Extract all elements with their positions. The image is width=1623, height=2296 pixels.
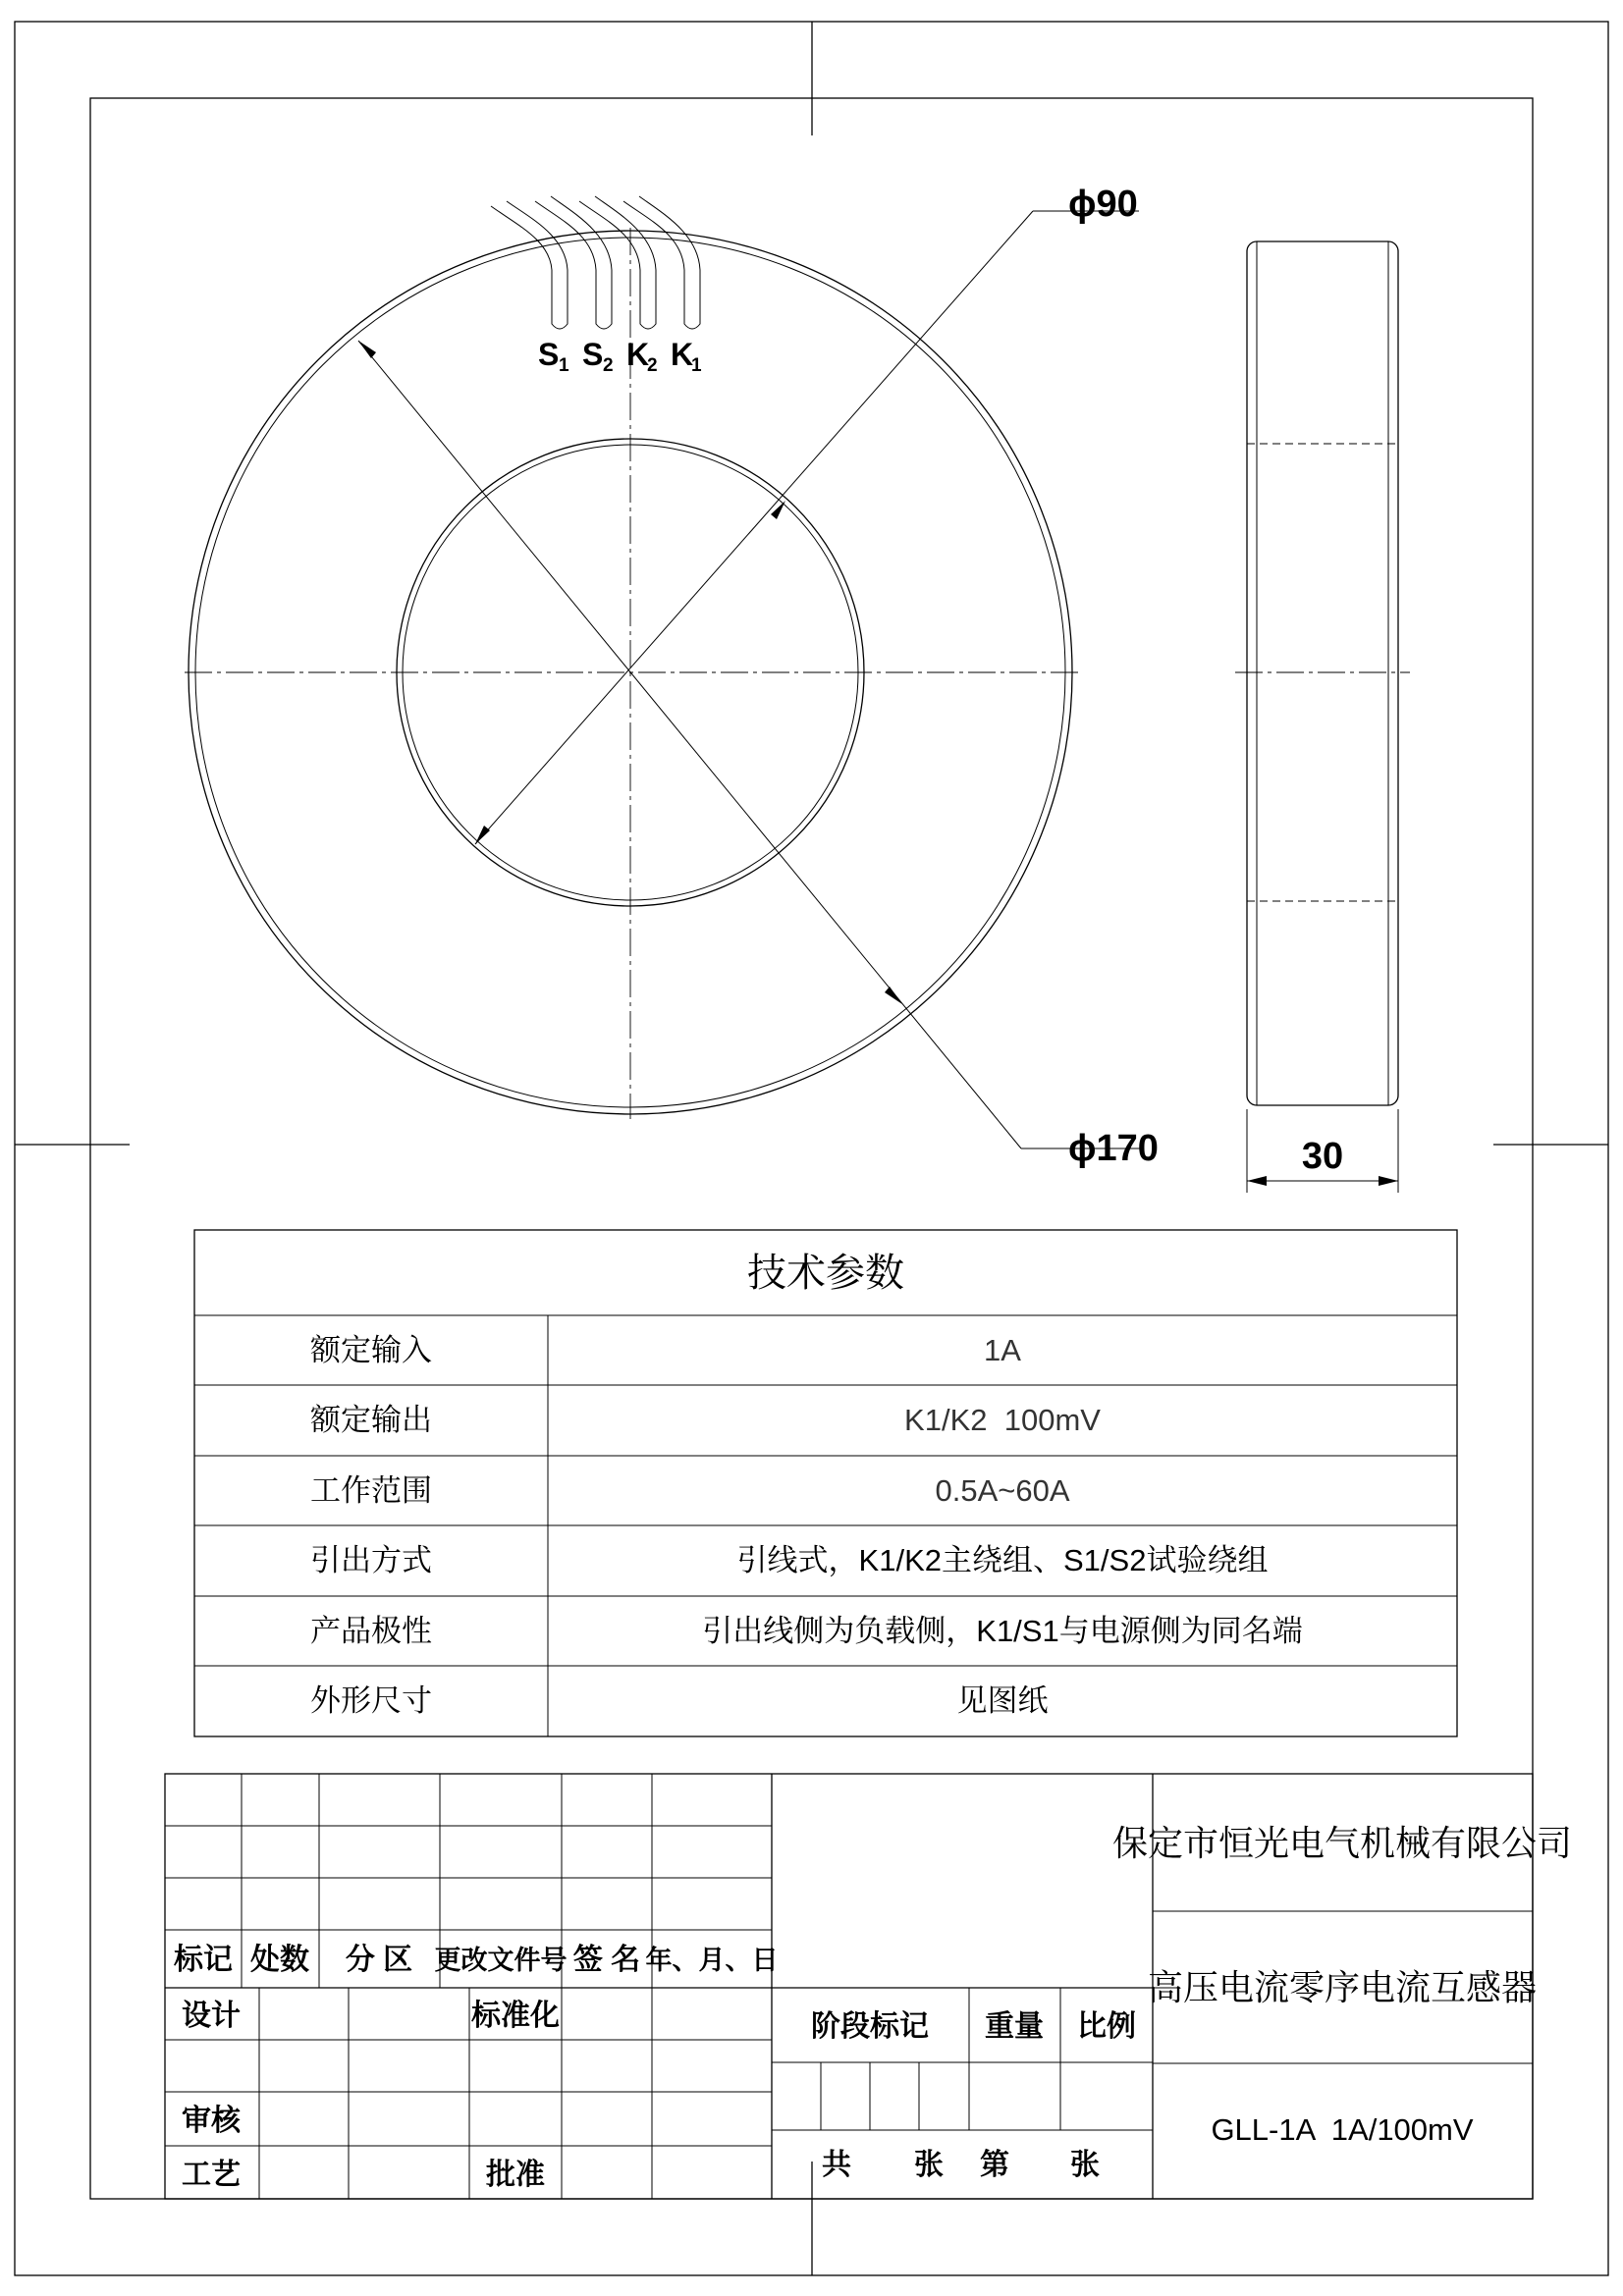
- lead-label-s2: [582, 337, 614, 376]
- sheets-label: 张: [914, 2149, 944, 2181]
- svg-text:S: S: [582, 337, 604, 372]
- svg-text:1: 1: [691, 355, 702, 376]
- outer-diameter-label: ϕ170: [1068, 1128, 1159, 1169]
- lead-wires: [491, 196, 700, 329]
- tech-params-title: 技术参数: [747, 1252, 904, 1295]
- param-value-polarity: 引出线侧为负载侧，K1/S1与电源侧为同名端: [702, 1614, 1303, 1648]
- weight-label: 重量: [985, 2010, 1044, 2043]
- rev-header-signature: 签 名: [572, 1944, 641, 1976]
- svg-text:2: 2: [603, 355, 614, 376]
- rev-header-count: 处数: [250, 1944, 309, 1976]
- company-name: 保定市恒光电气机械有限公司: [1111, 1823, 1573, 1863]
- inner-dim-arrow-bottom: [475, 826, 490, 844]
- svg-text:K: K: [671, 337, 694, 372]
- rev-header-doc-no: 更改文件号: [434, 1946, 568, 1975]
- svg-text:S: S: [538, 337, 560, 372]
- param-label-working-range: 工作范围: [310, 1473, 432, 1508]
- lead-label-s1: [538, 337, 569, 376]
- svg-text:2: 2: [647, 355, 658, 376]
- outer-dim-arrow-bottom: [885, 987, 902, 1004]
- param-label-dimensions: 外形尺寸: [310, 1683, 432, 1718]
- lead-label-k1: [671, 337, 702, 376]
- thickness-label: 30: [1301, 1136, 1344, 1177]
- param-value-rated-output: K1/K2 100mV: [904, 1403, 1101, 1437]
- param-label-lead-method: 引出方式: [310, 1543, 432, 1577]
- rev-header-mark: 标记: [174, 1944, 233, 1976]
- model-number: GLL-1A 1A/100mV: [1211, 2112, 1474, 2147]
- tech-params-table: [194, 1230, 1457, 1736]
- stage-mark-label: 阶段标记: [811, 2010, 929, 2043]
- total-label: 共: [822, 2149, 851, 2181]
- sheet-no-label: 第: [980, 2149, 1009, 2181]
- front-view: [185, 184, 1159, 1169]
- param-label-polarity: 产品极性: [310, 1614, 432, 1648]
- outer-dim-arrow-top: [358, 341, 376, 358]
- side-body: [1247, 241, 1398, 1105]
- sheet-label: 张: [1070, 2149, 1100, 2181]
- standardization-label: 标准化: [471, 2000, 560, 2032]
- lead-labels: [538, 337, 702, 376]
- product-name: 高压电流零序电流互感器: [1147, 1967, 1538, 2007]
- rev-header-zone: 分 区: [345, 1944, 413, 1976]
- param-label-rated-input: 额定输入: [310, 1333, 432, 1367]
- side-view: [1235, 241, 1410, 1193]
- param-value-dimensions: 见图纸: [956, 1683, 1049, 1718]
- sheet-frame: [15, 22, 1608, 2275]
- lead-label-k2: [626, 337, 658, 376]
- svg-text:K: K: [626, 337, 650, 372]
- review-label: 审核: [182, 2105, 241, 2137]
- rev-header-date: 年、月、日: [645, 1946, 779, 1975]
- inner-dim-arrow-top: [771, 501, 785, 519]
- process-label: 工艺: [182, 2159, 241, 2191]
- svg-text:1: 1: [559, 355, 569, 376]
- approve-label: 批准: [486, 2159, 545, 2191]
- param-value-lead-method: 引线式，K1/K2主绕组、S1/S2试验绕组: [736, 1543, 1269, 1577]
- param-value-working-range: 0.5A~60A: [935, 1473, 1070, 1508]
- outer-diameter-dim-line: [358, 341, 1021, 1148]
- design-label: 设计: [182, 2000, 241, 2032]
- inner-diameter-label: ϕ90: [1068, 184, 1138, 225]
- inner-diameter-dim-line: [475, 211, 1033, 844]
- scale-label: 比例: [1077, 2010, 1136, 2043]
- param-value-rated-input: 1A: [984, 1333, 1021, 1367]
- title-block: [165, 1774, 1572, 2199]
- param-label-rated-output: 额定输出: [310, 1403, 432, 1437]
